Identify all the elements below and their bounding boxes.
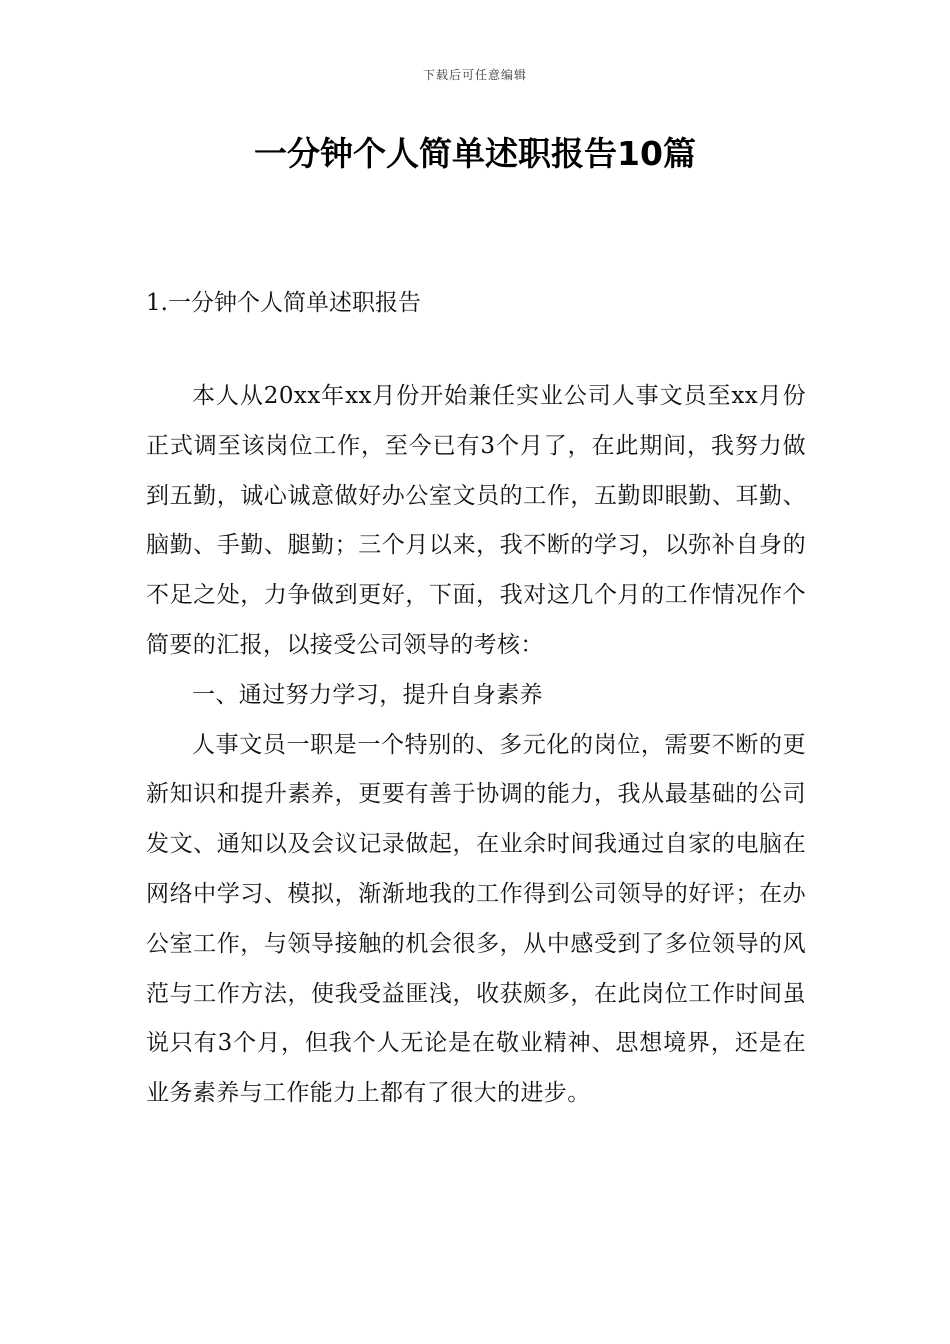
paragraph-intro: 本人从20xx年xx月份开始兼任实业公司人事文员至xx月份正式调至该岗位工作，至今已有3个月了，在此期间，我努力做到五勤，诚心诚意做好办公室文员的工作，五勤即眼勤、耳勤、脑勤、手勤、腿勤；三个月以来，我不断的学习，以弥补自身的不足之处，力争做到更好，下面，我对这几个月的工作情况作个简要的汇报，以接受公司领导的考核： bbox=[146, 383, 806, 658]
header-note: 下载后可任意编辑 bbox=[422, 68, 527, 82]
document-body bbox=[146, 372, 806, 1119]
paragraph-study: 人事文员一职是一个特别的、多元化的岗位，需要不断的更新知识和提升素养，更要有善于协调的能力，我从最基础的公司发文、通知以及会议记录做起，在业余时间我通过自家的电脑在网络中学习、模拟，渐渐地我的工作得到公司领导的好评；在办公室工作，与领导接触的机会很多，从中感受到了多位领导的风范与工作方法，使我受益匪浅，收获颇多，在此岗位工作时间虽说只有3个月，但我个人无论是在敬业精神、思想境界，还是在业务素养与工作能力上都有了很大的进步。 bbox=[146, 731, 806, 1107]
section-heading: 1.一分钟个人简单述职报告 bbox=[146, 290, 421, 316]
document-title: 一分钟个人简单述职报告10篇 bbox=[254, 134, 696, 173]
paragraph-subheading: 一、通过努力学习，提升自身素养 bbox=[192, 681, 543, 708]
